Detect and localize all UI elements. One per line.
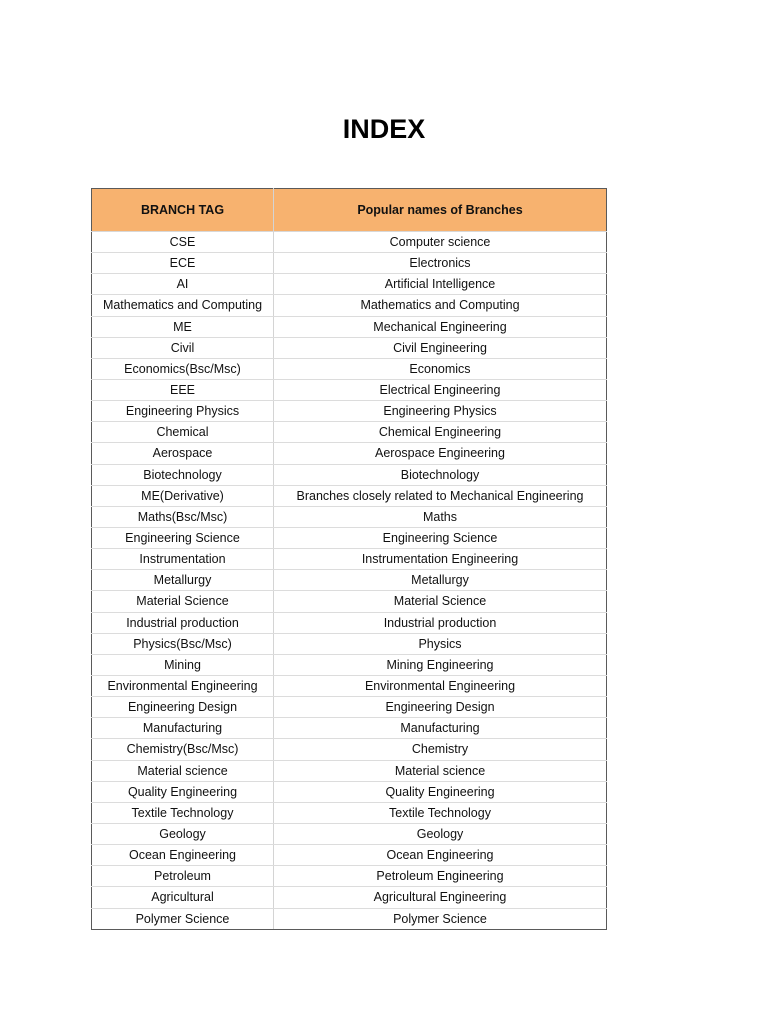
branch-name-cell: Computer science [274, 232, 607, 253]
branch-name-cell: Physics [274, 633, 607, 654]
table-row [92, 654, 607, 675]
table-row [92, 612, 607, 633]
table-row [92, 739, 607, 760]
branch-name-cell: Maths [274, 506, 607, 527]
table-row [92, 760, 607, 781]
branch-tag-cell: Environmental Engineering [92, 675, 274, 696]
branch-tag-cell: Engineering Physics [92, 401, 274, 422]
table-row [92, 845, 607, 866]
branch-tag-cell: Engineering Science [92, 527, 274, 548]
branch-tag-cell: ME [92, 316, 274, 337]
table-row [92, 802, 607, 823]
table-row [92, 464, 607, 485]
branch-tag-cell: Metallurgy [92, 570, 274, 591]
branch-name-cell: Environmental Engineering [274, 675, 607, 696]
branch-tag-cell: Geology [92, 823, 274, 844]
branch-tag-cell: Civil [92, 337, 274, 358]
branch-name-cell: Geology [274, 823, 607, 844]
branch-name-cell: Material Science [274, 591, 607, 612]
table-row [92, 887, 607, 908]
table-row [92, 274, 607, 295]
branch-tag-cell: Biotechnology [92, 464, 274, 485]
branch-tag-cell: Mining [92, 654, 274, 675]
branch-tag-cell: Aerospace [92, 443, 274, 464]
branch-name-cell: Industrial production [274, 612, 607, 633]
branch-tag-cell: Chemical [92, 422, 274, 443]
branch-tag-cell: Engineering Design [92, 697, 274, 718]
branch-name-cell: Civil Engineering [274, 337, 607, 358]
branch-tag-cell: Instrumentation [92, 549, 274, 570]
branch-name-cell: Petroleum Engineering [274, 866, 607, 887]
branch-name-cell: Biotechnology [274, 464, 607, 485]
table-body [92, 232, 607, 930]
branch-name-cell: Polymer Science [274, 908, 607, 929]
branch-name-cell: Aerospace Engineering [274, 443, 607, 464]
branch-name-cell: Ocean Engineering [274, 845, 607, 866]
column-header-popular-names: Popular names of Branches [274, 189, 607, 232]
table-row [92, 232, 607, 253]
table-row [92, 379, 607, 400]
table-row [92, 823, 607, 844]
branch-name-cell: Branches closely related to Mechanical Engineering [274, 485, 607, 506]
branch-name-cell: Electrical Engineering [274, 379, 607, 400]
branch-name-cell: Engineering Science [274, 527, 607, 548]
table-row [92, 443, 607, 464]
table-row [92, 908, 607, 929]
branch-name-cell: Economics [274, 358, 607, 379]
branch-tag-cell: EEE [92, 379, 274, 400]
branch-name-cell: Material science [274, 760, 607, 781]
table-row [92, 358, 607, 379]
table-row [92, 633, 607, 654]
table-row [92, 401, 607, 422]
branch-name-cell: Mining Engineering [274, 654, 607, 675]
branch-name-cell: Engineering Physics [274, 401, 607, 422]
branch-name-cell: Mechanical Engineering [274, 316, 607, 337]
branch-name-cell: Manufacturing [274, 718, 607, 739]
table-row [92, 422, 607, 443]
branch-tag-cell: Maths(Bsc/Msc) [92, 506, 274, 527]
branch-tag-cell: Economics(Bsc/Msc) [92, 358, 274, 379]
column-header-branch-tag: BRANCH TAG [92, 189, 274, 232]
branch-tag-cell: Material science [92, 760, 274, 781]
table-row [92, 675, 607, 696]
table-row [92, 295, 607, 316]
branch-tag-cell: AI [92, 274, 274, 295]
branch-tag-cell: Polymer Science [92, 908, 274, 929]
table-row [92, 718, 607, 739]
table-row [92, 253, 607, 274]
table-row [92, 781, 607, 802]
table-row [92, 570, 607, 591]
branch-name-cell: Engineering Design [274, 697, 607, 718]
table-row [92, 485, 607, 506]
branch-name-cell: Artificial Intelligence [274, 274, 607, 295]
branch-tag-cell: Agricultural [92, 887, 274, 908]
branch-name-cell: Metallurgy [274, 570, 607, 591]
branch-name-cell: Chemical Engineering [274, 422, 607, 443]
branch-tag-cell: Chemistry(Bsc/Msc) [92, 739, 274, 760]
table-row [92, 506, 607, 527]
branch-tag-cell: Physics(Bsc/Msc) [92, 633, 274, 654]
branch-tag-cell: CSE [92, 232, 274, 253]
branch-tag-cell: Textile Technology [92, 802, 274, 823]
branch-tag-cell: ECE [92, 253, 274, 274]
table-header-row [92, 189, 607, 232]
branch-tag-cell: Ocean Engineering [92, 845, 274, 866]
branch-tag-cell: Quality Engineering [92, 781, 274, 802]
table-row [92, 337, 607, 358]
branch-name-cell: Instrumentation Engineering [274, 549, 607, 570]
branch-tag-cell: ME(Derivative) [92, 485, 274, 506]
branch-tag-cell: Petroleum [92, 866, 274, 887]
table-row [92, 316, 607, 337]
branch-tag-cell: Mathematics and Computing [92, 295, 274, 316]
branch-name-cell: Quality Engineering [274, 781, 607, 802]
table-row [92, 549, 607, 570]
table-row [92, 527, 607, 548]
branch-index-table [91, 188, 607, 930]
table-row [92, 591, 607, 612]
branch-name-cell: Electronics [274, 253, 607, 274]
branch-name-cell: Textile Technology [274, 802, 607, 823]
branch-tag-cell: Industrial production [92, 612, 274, 633]
branch-name-cell: Chemistry [274, 739, 607, 760]
table-row [92, 697, 607, 718]
branch-tag-cell: Manufacturing [92, 718, 274, 739]
branch-tag-cell: Material Science [92, 591, 274, 612]
page-title: INDEX [342, 114, 426, 144]
branch-name-cell: Mathematics and Computing [274, 295, 607, 316]
branch-name-cell: Agricultural Engineering [274, 887, 607, 908]
table-row [92, 866, 607, 887]
